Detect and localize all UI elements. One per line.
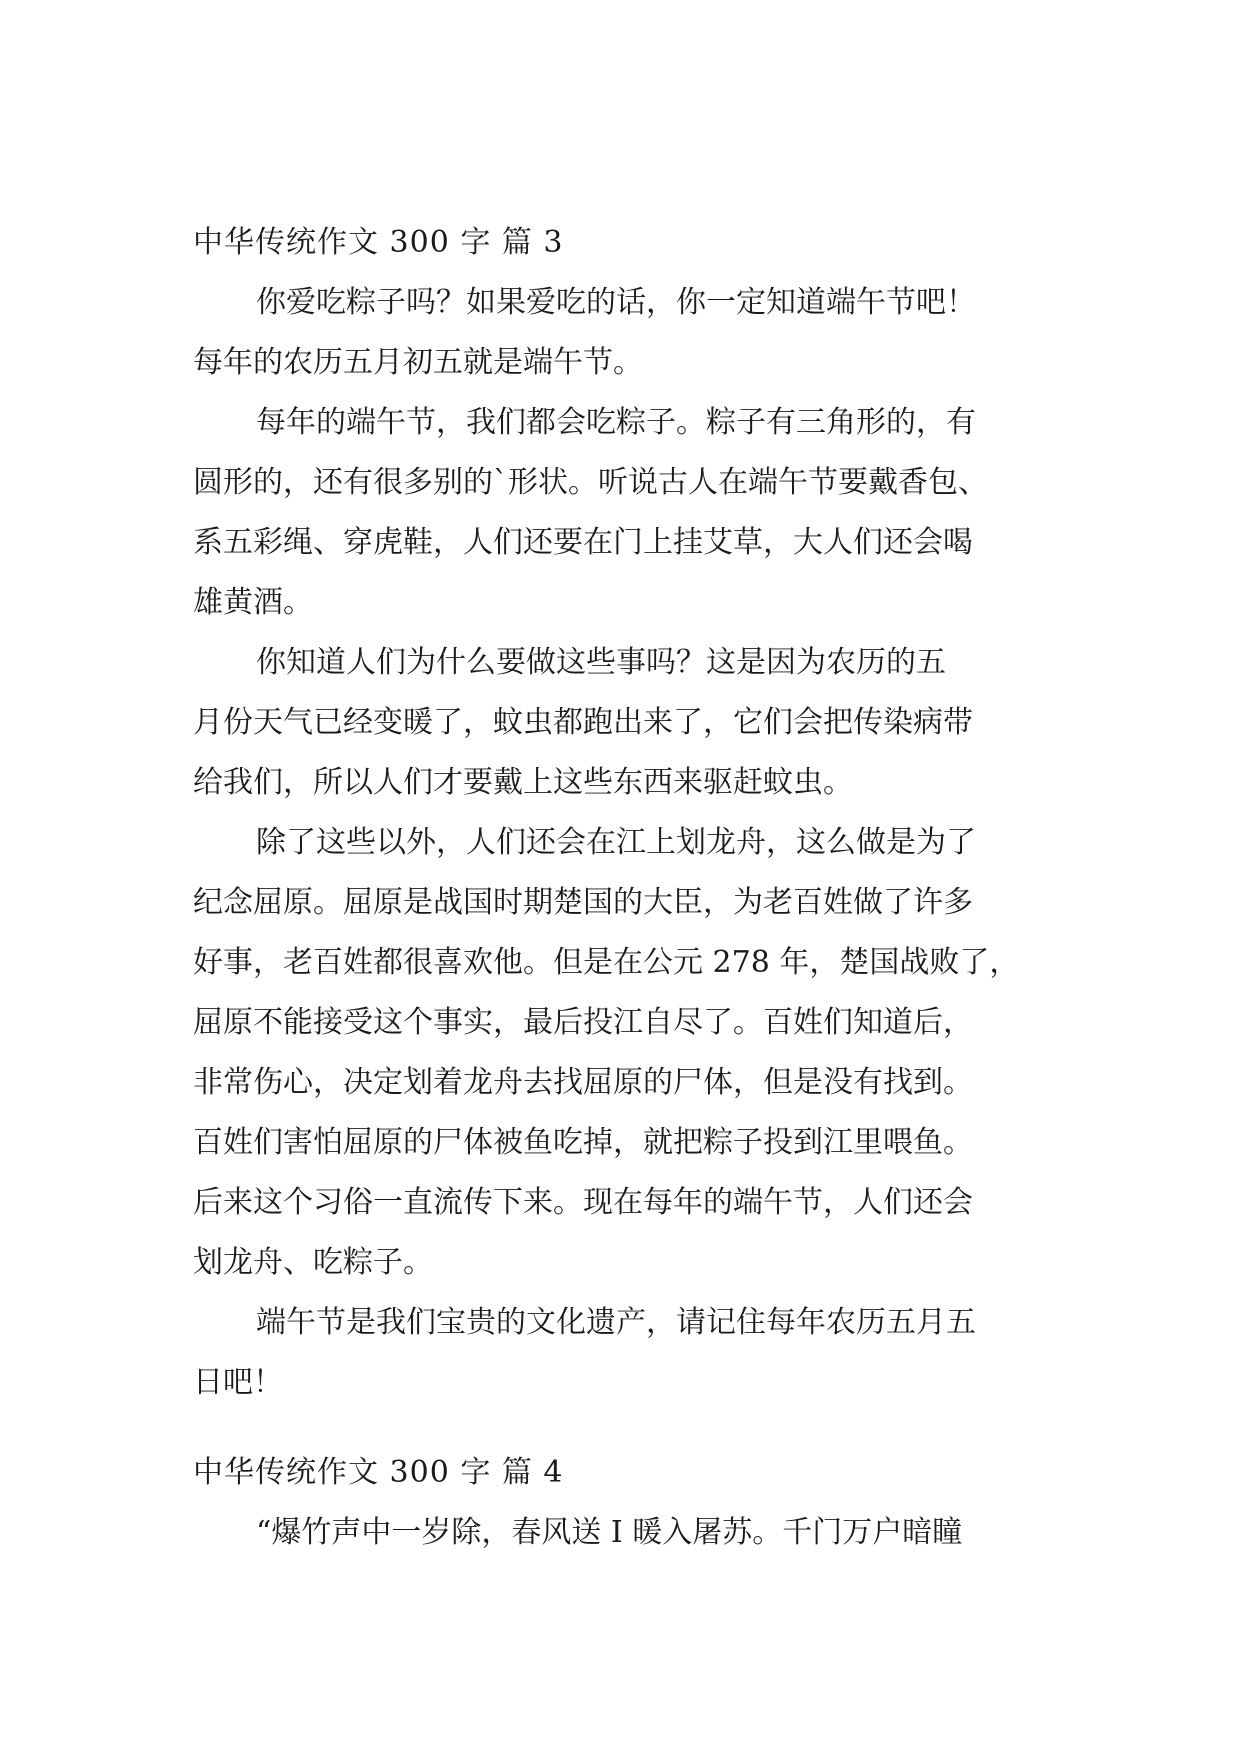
paragraph-line: 月份天气已经变暖了，蚊虫都跑出来了，它们会把传染病带 bbox=[193, 705, 973, 740]
paragraph-line: 纪念屈原。屈原是战国时期楚国的大臣，为老百姓做了许多 bbox=[193, 885, 973, 920]
paragraph-line: 每年的农历五月初五就是端午节。 bbox=[193, 345, 643, 380]
paragraph-line: 非常伤心，决定划着龙舟去找屈原的尸体，但是没有找到。 bbox=[193, 1065, 973, 1100]
paragraph-line: 给我们，所以人们才要戴上这些东西来驱赶蚊虫。 bbox=[193, 765, 853, 800]
paragraph-line: 端午节是我们宝贵的文化遗产，请记住每年农历五月五 bbox=[256, 1305, 976, 1340]
paragraph-line: 屈原不能接受这个事实，最后投江自尽了。百姓们知道后， bbox=[193, 1005, 973, 1040]
paragraph-line: 除了这些以外，人们还会在江上划龙舟，这么做是为了 bbox=[256, 825, 976, 860]
section-heading: 中华传统作文 300 字 篇 3 bbox=[193, 225, 564, 260]
paragraph-line: 后来这个习俗一直流传下来。现在每年的端午节，人们还会 bbox=[193, 1185, 973, 1220]
paragraph-line: 雄黄酒。 bbox=[193, 585, 313, 620]
paragraph-line: 好事，老百姓都很喜欢他。但是在公元 278 年，楚国战败了， bbox=[193, 945, 1020, 980]
section-heading: 中华传统作文 300 字 篇 4 bbox=[193, 1455, 564, 1490]
paragraph-line: 你知道人们为什么要做这些事吗？这是因为农历的五 bbox=[256, 645, 946, 680]
paragraph-line: 圆形的，还有很多别的`形状。听说古人在端午节要戴香包、 bbox=[193, 465, 988, 500]
paragraph-line: 百姓们害怕屈原的尸体被鱼吃掉，就把粽子投到江里喂鱼。 bbox=[193, 1125, 973, 1160]
paragraph-line: 划龙舟、吃粽子。 bbox=[193, 1245, 433, 1280]
paragraph-line: 日吧！ bbox=[193, 1365, 283, 1400]
paragraph-line: 每年的端午节，我们都会吃粽子。粽子有三角形的，有 bbox=[256, 405, 976, 440]
paragraph-line: 系五彩绳、穿虎鞋，人们还要在门上挂艾草，大人们还会喝 bbox=[193, 525, 973, 560]
paragraph-line: 你爱吃粽子吗？如果爱吃的话，你一定知道端午节吧！ bbox=[256, 285, 976, 320]
paragraph-line: “爆竹声中一岁除，春风送 I 暖入屠苏。千门万户暗瞳 bbox=[256, 1515, 963, 1550]
